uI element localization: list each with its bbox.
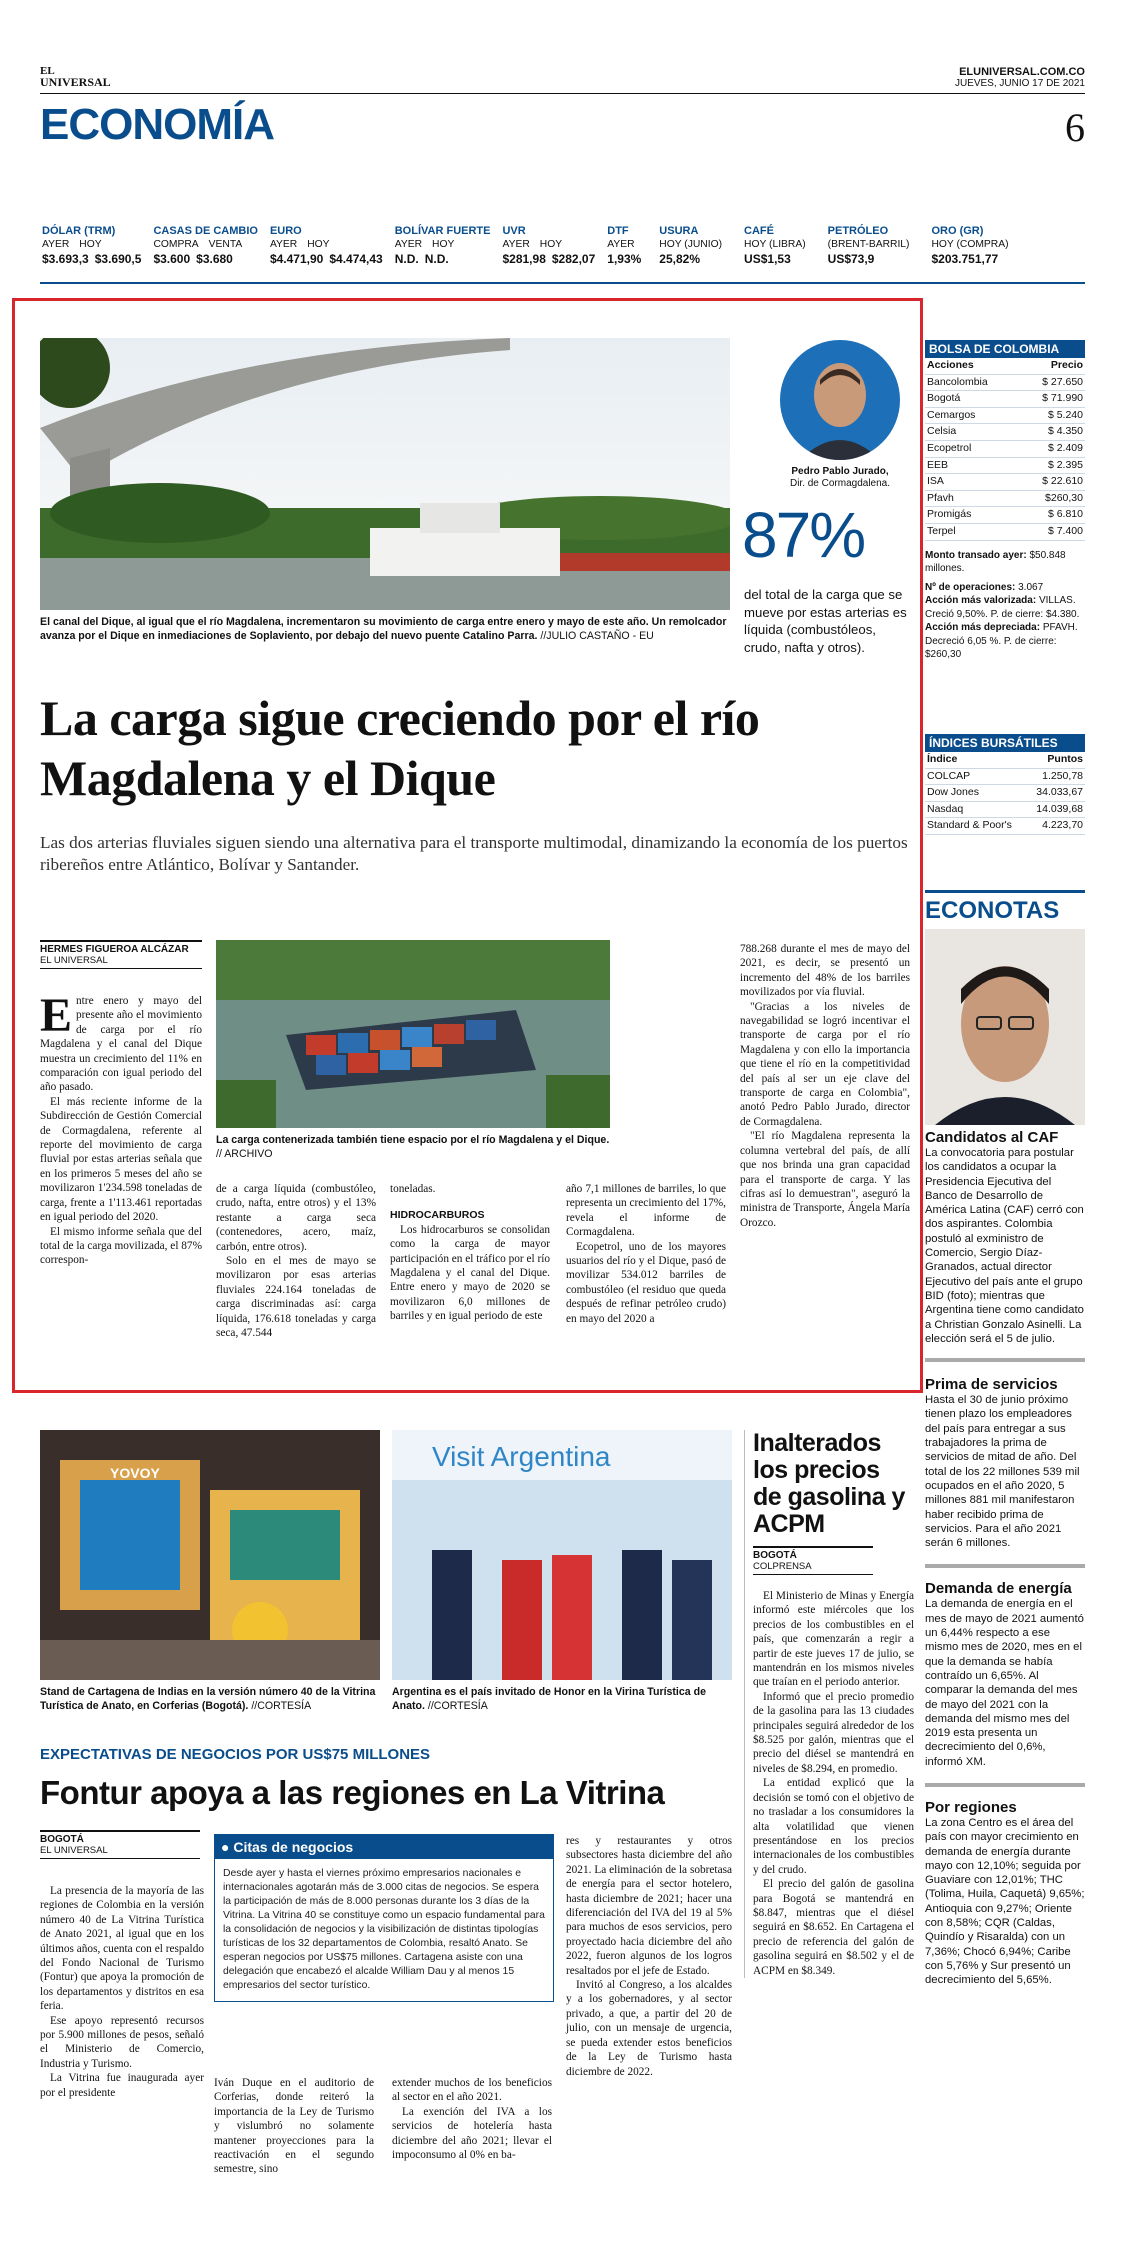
- market-name: ORO (GR): [931, 225, 984, 237]
- lead-byline: [40, 940, 202, 969]
- row-label: Terpel: [925, 523, 1019, 540]
- market-7: [744, 224, 826, 266]
- vitrina-col-1-p1: La presencia de la mayoría de las regiones de Colombia en la versión número 40 de La Vitrina Turística de Anato 2021, al igual que en los últimos años, cuenta con el respaldo del Fondo Nacional de Turismo (Fontur) que apoya la promoción de los departamentos y distritos en esa feria.: [40, 1885, 204, 2013]
- row-value: $ 27.650: [1019, 374, 1085, 391]
- indices-col-indice: Índice: [925, 752, 1027, 768]
- lead-col-5-p2: "Gracias a los niveles de navegabilidad se logró incentivar el transporte de carga por el río Magdalena y con ello la importancia que tiene el río en la competitividad del país al ser un eje clave del transporte de carga en Colombia", anotó Pedro Pablo Jurado, director de Cormagdalena.: [740, 1000, 910, 1128]
- indices-bursatiles: [925, 734, 1085, 835]
- market-label-1: AYER: [42, 239, 70, 250]
- market-name: PETRÓLEO: [827, 225, 889, 237]
- row-value: $ 4.350: [1019, 424, 1085, 441]
- argentina-sign: Visit Argentina: [432, 1441, 611, 1472]
- market-1: [153, 224, 268, 266]
- lead-caption-credit: //JULIO CASTAÑO - EU: [540, 629, 654, 642]
- table-row: [925, 523, 1085, 540]
- lead-col-2-p2: Solo en el mes de mayo se movilizaron por esas arterias fluviales 224.164 toneladas de carga discriminadas así: carga líquida, 176.618 toneladas y carga seca, 47.544: [216, 1255, 376, 1340]
- indices-table: [925, 752, 1085, 835]
- photo2-credit: // ARCHIVO: [216, 1147, 273, 1160]
- vitrina-org: EL UNIVERSAL: [40, 1845, 200, 1859]
- vitrina-col-3-p2: La exención del IVA a los servicios de hotelería hasta diciembre del año 2021; llevar el impoconsumo al 0% en ba-: [392, 2105, 552, 2162]
- bolsa-note-depreciada: Acción más depreciada: PFAVH. Decreció 6,05 %. P. de cierre: $260,30: [925, 622, 1078, 661]
- logo-bottom: UNIVERSAL: [40, 75, 111, 89]
- market-value-1: N.D.: [394, 252, 419, 266]
- market-name: CASAS DE CAMBIO: [153, 225, 258, 237]
- row-label: Pfavh: [925, 490, 1019, 507]
- market-name: DTF: [607, 225, 629, 237]
- market-value-1: $4.471,90: [269, 252, 324, 266]
- row-label: Standard & Poor's: [925, 818, 1027, 835]
- vitrina-col-1-p2: Ese apoyo representó recursos por 5.900 millones de pesos, señaló el Ministerio de Comercio, Industria y Turismo.: [40, 2014, 204, 2070]
- subhead-hidrocarburos: HIDROCARBUROS: [390, 1209, 485, 1222]
- drop-cap: E: [40, 989, 73, 1042]
- market-value-2: $3.680: [196, 252, 233, 266]
- lead-caption-text: El canal del Dique, al igual que el río Magdalena, incrementaron su movimiento de carga entre enero y mayo de este año. Un remolcador avanza por el Dique en inmediaciones de Soplaviento, por debajo del nuevo puente Catalino Parra.: [40, 616, 727, 642]
- logo-top: EL: [40, 65, 55, 77]
- lead-col-3: [390, 1182, 550, 1324]
- lead-col-4-p2: Ecopetrol, uno de los mayores usuarios del río y el Dique, pasó de movilizar 534.012 barriles de combustóleo (el residuo que queda después de refinar petróleo crudo) en mayo del 2020 a: [566, 1240, 726, 1325]
- bridge-river-photo: [40, 338, 730, 610]
- bolsa-table: [925, 358, 1085, 541]
- masthead: [40, 60, 1085, 155]
- table-row: [925, 801, 1085, 818]
- indices-title: ÍNDICES BURSÁTILES: [925, 734, 1085, 752]
- newspaper-logo[interactable]: [40, 66, 111, 88]
- row-value: $ 22.610: [1019, 474, 1085, 491]
- row-value: 1.250,78: [1027, 768, 1085, 785]
- market-label-2: HOY: [307, 239, 330, 250]
- market-value-2: $4.474,43: [329, 252, 383, 266]
- lead-photo-caption: [40, 616, 730, 643]
- market-label-2: HOY: [432, 239, 455, 250]
- cartagena-stand-photo: [40, 1430, 380, 1680]
- gasolina-p4: El precio del galón de gasolina para Bogotá se mantendrá en $8.847, mientras que el diésel seguirá en $8.652. En Cartagena el precio de referencia del galón de gasolina seguirá en $8.502 y el de ACPM en $8.349.: [753, 1878, 914, 1977]
- lead-col-5: [740, 942, 910, 1230]
- row-label: Dow Jones: [925, 785, 1027, 802]
- cartagena-caption: [40, 1686, 380, 1713]
- econota-caf-title: Candidatos al CAF: [925, 1129, 1059, 1146]
- market-8: [828, 224, 930, 266]
- market-3: [395, 224, 501, 266]
- gasolina-byline: [753, 1546, 873, 1575]
- market-label-1: AYER: [502, 239, 530, 250]
- market-2: [270, 224, 393, 266]
- barge-photo: [216, 940, 610, 1128]
- masthead-rule: [40, 93, 1085, 94]
- market-label-1: (BRENT-BARRIL): [827, 239, 910, 250]
- byline-org: EL UNIVERSAL: [40, 955, 202, 969]
- row-value: $ 7.400: [1019, 523, 1085, 540]
- row-value: $ 2.395: [1019, 457, 1085, 474]
- vitrina-col-2: [214, 2076, 374, 2177]
- econotas-title: ECONOTAS: [925, 890, 1085, 925]
- market-value-2: $282,07: [551, 252, 596, 266]
- argentina-caption: [392, 1686, 732, 1713]
- row-value: $ 2.409: [1019, 440, 1085, 457]
- econota-prima-text: Hasta el 30 de junio próximo tienen plazo los empleadores del país para entregar a sus trabajadores la prima de servicios de mitad de año. Del total de los 22 millones 539 mil ocupados en el año 2020, 5 millones 881 mil manifestaron haber recibido prima de servicios. Para el año 2021 serán 6 millones.: [925, 1394, 1080, 1550]
- market-value-1: 25,82%: [659, 252, 700, 266]
- econotas: [925, 890, 1085, 1988]
- argentina-stand-photo: [392, 1430, 732, 1680]
- bolsa-note-operaciones: Nº de operaciones: 3.067: [925, 581, 1044, 593]
- row-label: Cemargos: [925, 407, 1019, 424]
- lead-col-5-p1: 788.268 durante el mes de mayo del 2021, es decir, se presentó un incremento del 48% de los barriles movilizados por vía fluvial.: [740, 943, 910, 999]
- market-indicators: [40, 222, 1085, 284]
- bolsa-note-monto: Monto transado ayer: $50.848 millones.: [925, 549, 1066, 575]
- stat-87: 87%: [742, 499, 865, 571]
- stand-photo: [40, 1430, 380, 1680]
- vitrina-col-1-p3: La Vitrina fue inaugurada ayer por el presidente: [40, 2072, 204, 2099]
- row-label: Ecopetrol: [925, 440, 1019, 457]
- cap1-credit: //CORTESÍA: [251, 1699, 312, 1712]
- lead-col-4: [566, 1182, 726, 1326]
- table-row: [925, 818, 1085, 835]
- vitrina-col-2-p1: Iván Duque en el auditorio de Corferias, donde reiteró la importancia de la Ley de Turismo y vislumbró no solamente mantener proyecciones para la reactivación en el segundo semestre, sino: [214, 2077, 374, 2176]
- lead-col-2: [216, 1182, 376, 1340]
- gasolina-dateline: BOGOTÁ: [753, 1550, 797, 1561]
- market-5: [607, 224, 657, 266]
- vitrina-col-1: [40, 1884, 204, 2100]
- bullet-icon: ●: [221, 1839, 230, 1855]
- container-photo-caption: [216, 1134, 616, 1161]
- cap2-text: Argentina es el país invitado de Honor en la Virina Turística de Anato.: [392, 1686, 706, 1712]
- vitrina-col-4-p1: res y restaurantes y otros subsectores hasta diciembre del año 2021. La eliminación de la sobretasa de energía para el sector hotelero, hasta diciembre de 2021; hacer una diferenciación del IVA del 19 al 5% para muchos de esos servicios, pero proyectado hacia diciembre del año 2022, fueron algunos de los logros resaltados por el jefe de Estado.: [566, 1835, 732, 1977]
- container-barge-photo: [216, 940, 610, 1128]
- gasolina-p2: Informó que el precio promedio de la gasolina para las 13 ciudades principales seguirá alrededor de los $8.525 por galón, mientras que el precio del diésel se mantendrá en niveles de $8.294, en promedio.: [753, 1690, 914, 1775]
- vitrina-col-4: [566, 1834, 732, 2079]
- row-label: ISA: [925, 474, 1019, 491]
- stat-description: del total de la carga que se mueve por estas arterias es líquida (combustóleos, crudo, nafta y otros).: [744, 587, 907, 655]
- bolsa-col-acciones: Acciones: [925, 358, 1019, 374]
- portrait-name: Pedro Pablo Jurado,: [791, 466, 889, 477]
- lead-col-4-p1: año 7,1 millones de barriles, lo que representa un crecimiento del 17%, revela el informe de Cormagdalena.: [566, 1183, 726, 1239]
- table-row: [925, 768, 1085, 785]
- market-label-1: AYER: [607, 239, 635, 250]
- market-label-1: COMPRA: [153, 239, 199, 250]
- market-label-1: HOY (JUNIO): [659, 239, 723, 250]
- market-value-2: $3.690,5: [94, 252, 142, 266]
- vitrina-col-3: [392, 2076, 552, 2162]
- edition-date: JUEVES, JUNIO 17 DE 2021: [954, 78, 1085, 89]
- lead-photo: [40, 338, 730, 610]
- market-label-2: HOY: [79, 239, 102, 250]
- lead-col-3-p1: toneladas.: [390, 1183, 436, 1195]
- citas-box-text: Desde ayer y hasta el viernes próximo empresarios nacionales e internacionales agotarán más de 3.000 citas de negocios. Se espera la participación de más de 8.000 personas durante los 3 días de la Vitrina. La Vitrina 40 se constituye como un espacio fundamental para la consolidación de negocios y la visibilización de distintas tipologías turísticas de los 32 departamentos de Colombia, resaltó Anato. Se esperan negocios por US$75 millones. Cartagena asiste con una delegación que encabezó el alcalde William Dau y al menos 15 empresarios del sector turístico.: [223, 1868, 545, 1991]
- market-name: DÓLAR (TRM): [42, 225, 116, 237]
- market-name: CAFÉ: [744, 225, 774, 237]
- bolsa-title: BOLSA DE COLOMBIA: [925, 340, 1085, 358]
- table-row: [925, 440, 1085, 457]
- econota-energia-text: La demanda de energía en el mes de mayo de 2021 aumentó un 6,44% respecto a ese mismo mes de 2020, mes en el que la demanda se había contraído un 6,65%. Al comparar la demanda del mes de mayo del 2021 con la demanda del mismo mes del 2019 esta presenta un decrecimiento del 0,6%, informó XM.: [925, 1598, 1084, 1768]
- vitrina-byline: [40, 1830, 200, 1859]
- portrait-pedro-jurado: [780, 340, 900, 460]
- sergio-diaz-granados-photo: [925, 929, 1085, 1125]
- row-label: EEB: [925, 457, 1019, 474]
- lead-col-3-p2: Los hidrocarburos se consolidan como la carga de mayor participación en el tráfico por el río Magdalena y el canal del Dique. Entre enero y mayo de 2020 se movilizaron 6,0 millones de barriles y en igual periodo de este: [390, 1223, 550, 1323]
- market-label-1: AYER: [394, 239, 423, 250]
- row-label: Bogotá: [925, 391, 1019, 408]
- lead-col-1: [40, 989, 202, 1268]
- byline-author: HERMES FIGUEROA ALCÁZAR: [40, 944, 189, 955]
- table-row: [925, 785, 1085, 802]
- row-value: 14.039,68: [1027, 801, 1085, 818]
- market-name: UVR: [502, 225, 526, 237]
- site-url[interactable]: ELUNIVERSAL.COM.CO: [959, 66, 1085, 78]
- market-label-2: VENTA: [208, 239, 243, 250]
- citas-box: [214, 1834, 554, 2002]
- gasolina-p1: El Ministerio de Minas y Energía informó este miércoles que los precios de los combustibles en el país, que comenzarán a regir a partir de este jueves 17 de julio, se mantendrán en los mismos niveles que traían en el periodo anterior.: [753, 1590, 914, 1689]
- market-value-1: $281,98: [502, 252, 546, 266]
- market-label-1: HOY (LIBRA): [744, 239, 806, 250]
- row-value: 4.223,70: [1027, 818, 1085, 835]
- gasolina-org: COLPRENSA: [753, 1561, 873, 1575]
- market-label-2: HOY: [539, 239, 563, 250]
- market-name: EURO: [269, 225, 302, 237]
- lead-col-1-p1: ntre enero y mayo del presente año el movimiento de carga por el río Magdalena y el canal del Dique muestra un crecimiento del 11% en comparación con igual periodo del año pasado.: [40, 995, 202, 1094]
- row-value: $260,30: [1019, 490, 1085, 507]
- market-table: [40, 222, 1031, 268]
- lead-col-5-p3: "El río Magdalena representa la columna vertebral del país, de allí que nos brinda una gran capacidad para el transporte de carga. Y las cifras así lo demuestran", aseguró la ministra de Transporte, Ángela María Orozco.: [740, 1130, 910, 1229]
- market-6: [659, 224, 742, 266]
- market-value-1: $203.751,77: [931, 252, 999, 266]
- row-value: $ 6.810: [1019, 507, 1085, 524]
- page-number: 6: [1065, 105, 1085, 150]
- econota-regiones-text: La zona Centro es el área del país con mayor crecimiento en demanda de energía durante mayo con 12,10%; seguida por Guaviare con 12,01%; THC (Tolima, Huila, Caquetá) 9,65%; Antioquia con 9,27%; Oriente con 8,58%; CQR (Caldas, Quindío y Risaralda) con un 7,36%; Chocó 6,94%; Caribe con 5,76% y Sur presentó un decrecimiento del 5,65%.: [925, 1816, 1085, 1987]
- vitrina-col-4-p2: Invitó al Congreso, a los alcaldes y a los gobernadores, y al sector privado, a que, a partir del 20 de julio, con un mensaje de urgencia, se pueda extender estos beneficios de la Ley de Turismo hasta diciembre de 2022.: [566, 1979, 732, 2078]
- vitrina-dateline: BOGOTÁ: [40, 1834, 84, 1845]
- gasolina-story: [744, 1430, 914, 1978]
- vitrina-kicker: EXPECTATIVAS DE NEGOCIOS POR US$75 MILLONES: [40, 1746, 431, 1763]
- row-value: 34.033,67: [1027, 785, 1085, 802]
- lead-deck: Las dos arterias fluviales siguen siendo una alternativa para el transporte multimodal, dinamizando la economía de los puertos ribereños entre Atlántico, Bolívar y Santander.: [40, 833, 908, 874]
- table-row: [925, 391, 1085, 408]
- market-9: [931, 224, 1028, 266]
- table-row: [925, 374, 1085, 391]
- gasolina-p3: La entidad explicó que la decisión se tomó con el objetivo de no trasladar a los consumidores la alta volatilidad que vienen presentándose en los precios internacionales de los combustibles y del crudo.: [753, 1777, 914, 1876]
- indices-col-puntos: Puntos: [1027, 752, 1085, 768]
- table-row: [925, 507, 1085, 524]
- row-label: Bancolombia: [925, 374, 1019, 391]
- gasolina-headline[interactable]: Inalterados los precios de gasolina y ACPM: [753, 1429, 905, 1538]
- row-label: Nasdaq: [925, 801, 1027, 818]
- vitrina-col-3-p1: extender muchos de los beneficios al sector en el año 2021.: [392, 2077, 552, 2104]
- lead-col-1-p3: El mismo informe señala que del total de la carga movilizada, el 87% correspon-: [40, 1225, 202, 1267]
- table-row: [925, 457, 1085, 474]
- market-name: BOLÍVAR FUERTE: [394, 225, 491, 237]
- vitrina-headline[interactable]: Fontur apoya a las regiones en La Vitrina: [40, 1774, 665, 1811]
- market-value-1: $3.693,3: [42, 252, 89, 266]
- portrait-photo: [780, 340, 900, 460]
- econota-regiones-title: Por regiones: [925, 1798, 1017, 1816]
- bolsa-col-precio: Precio: [1019, 358, 1085, 374]
- table-row: [925, 407, 1085, 424]
- table-row: [925, 474, 1085, 491]
- citas-title-text: Citas de negocios: [233, 1839, 354, 1855]
- row-value: $ 71.990: [1019, 391, 1085, 408]
- citas-box-title: [215, 1835, 553, 1859]
- bolsa-notes: [925, 549, 1085, 662]
- econota-prima-title: Prima de servicios: [925, 1376, 1058, 1394]
- row-label: COLCAP: [925, 768, 1027, 785]
- section-title: ECONOMÍA: [40, 100, 274, 149]
- econotas-portrait: [925, 929, 1085, 1125]
- table-row: [925, 490, 1085, 507]
- market-value-1: US$73,9: [827, 252, 875, 266]
- row-label: Promigás: [925, 507, 1019, 524]
- lead-headline[interactable]: La carga sigue creciendo por el río Magdalena y el Dique: [40, 690, 760, 806]
- photo2-caption-text: La carga contenerizada también tiene espacio por el río Magdalena y el Dique.: [216, 1134, 610, 1146]
- row-value: $ 5.240: [1019, 407, 1085, 424]
- market-name: USURA: [659, 225, 699, 237]
- cap2-credit: //CORTESÍA: [427, 1699, 488, 1712]
- portrait-role: Dir. de Cormagdalena.: [789, 478, 891, 489]
- market-value-1: US$1,53: [744, 252, 791, 266]
- lead-col-1-p2: El más reciente informe de la Subdirección de Gestión Comercial de Cormagdalena, referente al reporte del movimiento de carga fluvial por estas arterias señala que en los primeros 5 meses del año se movilizaron 1'234.598 toneladas de carga, frente a 1'113.461 reportadas en igual periodo del 2020.: [40, 1095, 202, 1224]
- portrait-caption: [760, 466, 920, 490]
- table-row: [925, 424, 1085, 441]
- stand-sign: YOVOY: [110, 1465, 160, 1481]
- econota-energia-title: Demanda de energía: [925, 1580, 1072, 1598]
- market-label-1: AYER: [269, 239, 298, 250]
- market-label-1: HOY (COMPRA): [931, 239, 1009, 250]
- market-value-1: $3.600: [153, 252, 191, 266]
- market-4: [502, 224, 605, 266]
- bolsa-de-colombia: [925, 340, 1085, 662]
- cap1-text: Stand de Cartagena de Indias en la versión número 40 de la Vitrina Turística de Anato, en Corferias (Bogotá).: [40, 1686, 376, 1712]
- market-value-1: 1,93%: [607, 252, 642, 266]
- row-label: Celsia: [925, 424, 1019, 441]
- bolsa-note-valorizada: Acción más valorizada: VILLAS. Creció 9,50%. P. de cierre: $4.380.: [925, 595, 1080, 620]
- gasolina-body: [753, 1589, 914, 1978]
- market-value-2: N.D.: [424, 252, 449, 266]
- econota-caf-text: La convocatoria para postular los candidatos a ocupar la Presidencia Ejecutiva del Banco de Desarrollo de América Latina (CAF) cerró con dos aspirantes. Colombia postuló al exministro de Comercio, Sergio Díaz-Granados, actual director Ejecutivo del país ante el grupo BID (foto); mientras que Argentina tiene como candidato a Christian Gonzalo Asinelli. La elección será el 5 de julio.: [925, 1147, 1084, 1345]
- lead-col-2-p1: de a carga líquida (combustóleo, crudo, nafta, entre otros) y el 13% restante a carga seca (contenedores, acero, maíz, carbón, entre otros).: [216, 1183, 376, 1253]
- market-0: [42, 224, 151, 266]
- argentina-photo: [392, 1430, 732, 1680]
